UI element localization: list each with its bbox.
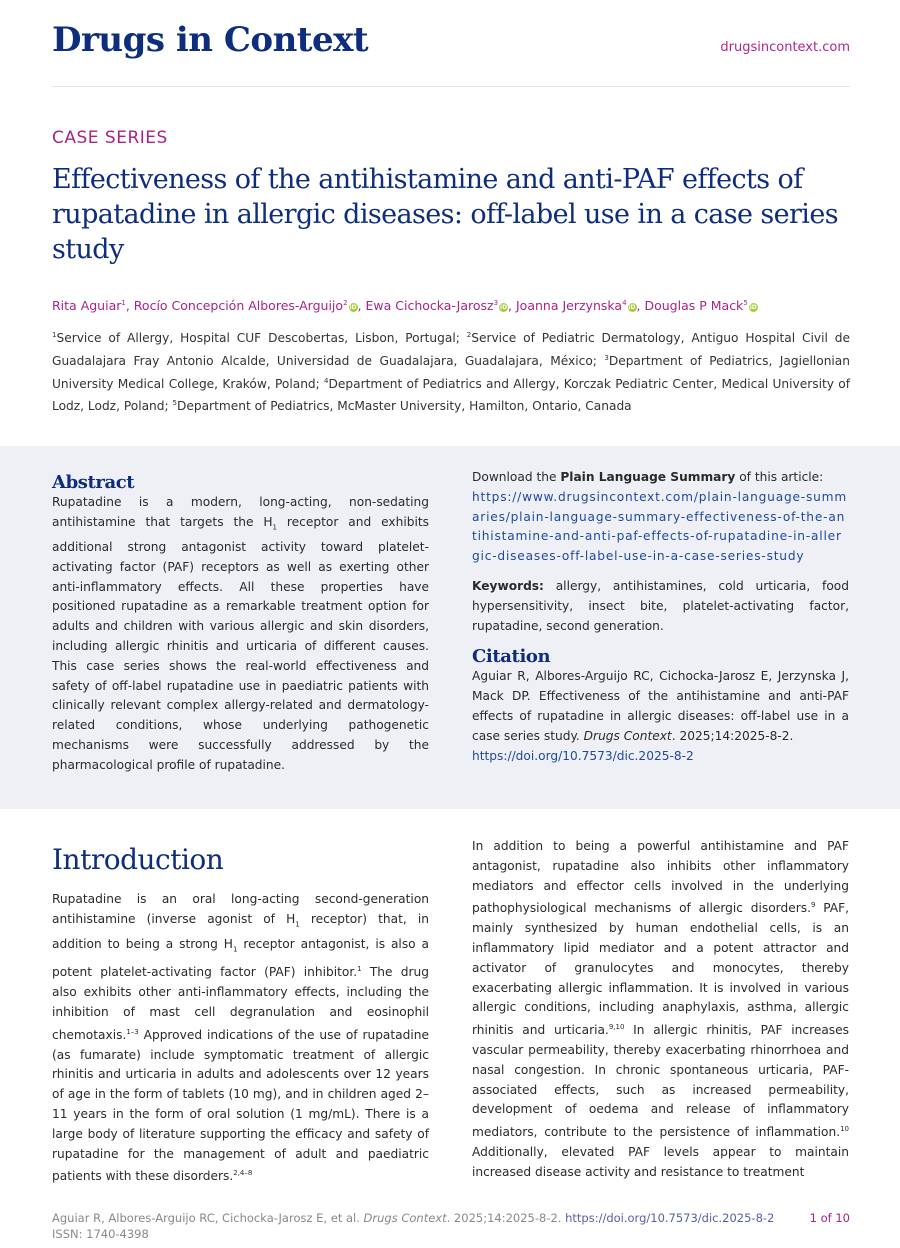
author-affiliation-marker: 3 (493, 298, 499, 307)
affiliation-text: Department of Pediatrics, McMaster University, Hamilton, Ontario, Canada (176, 399, 632, 414)
author-affiliation-marker: 2 (343, 298, 348, 307)
page-footer (52, 1210, 850, 1242)
orcid-icon[interactable]: iD (349, 304, 357, 311)
abstract-text: Rupatadine is a modern, long-acting, non-sedating antihistamine that targets the $H_1$ receptor and exhibits additional strong antagonist activity toward platelet-activating factor (PAF) receptors as well as exerting other anti-inflammatory effects. All these properties have positioned rupatadine as a remarkable treatment option for adults and children with various allergic and skin disorders, including allergic rhinitis and urticaria of different causes. This case series shows the real-world effectiveness and safety of off-label rupatadine use in paediatric patients with clinically relevant complex allergy-related and dermatology-related conditions, whose underlying pathogenetic mechanisms were successfully addressed by the pharmacological profile of rupatadine. (52, 495, 429, 772)
abstract-heading: Abstract (52, 472, 135, 493)
author-affiliation-marker: 4 (622, 298, 627, 307)
keywords: Keywords: allergy, antihistamines, cold urticaria, food hypersensitivity, insect bite, platelet-activating factor, rupatadine, second generation. (472, 578, 849, 633)
page-number: 1 of 10 (809, 1211, 850, 1225)
affiliation-text: Service of Pediatric Dermatology, Antiguo Hospital Civil de Guadalajara Fray Antonio Alcalde, Universidad de Guadalajara, Guadalajara, México; (52, 331, 850, 368)
footer-doi-link[interactable]: https://doi.org/10.7573/dic.2025-8-2 (565, 1211, 775, 1225)
citation-text: Aguiar R, Albores-Arguijo RC, Cichocka-Jarosz E, Jerzynska J, Mack DP. Effectiveness of the antihistamine and anti-PAF effects of rupatadine in allergic diseases: off-label use in a case series study. Drugs Context. 2025;14:2025-8-2. https://doi.org/10.7573/dic.2025-8-2 (472, 669, 849, 763)
affiliation-marker: 5 (172, 399, 177, 408)
orcid-icon[interactable]: iD (749, 304, 757, 311)
orcid-icon[interactable]: iD (500, 304, 508, 311)
journal-logo: Drugs in Context (52, 20, 369, 60)
author-list: Rita Aguiar$^1$, Rocío Concepción Albores-Arguijo$^2$iD, Ewa Cichocka-Jarosz$^3$iD, Joanna Jerzynska$^4$iD, Douglas P Mack$^5$iD (52, 298, 757, 313)
affiliation-marker: 2 (466, 331, 472, 339)
footer-issn: ISSN: 1740-4398 (52, 1227, 149, 1241)
introduction-paragraph: Rupatadine is an oral long-acting second-generation antihistamine (inverse agonist of $H_1$ receptor) that, in addition to being a strong $H_1$ receptor antagonist, is also a potent platelet-activating factor (PAF) inhibitor.$^1$ The drug also exhibits other anti-inflammatory effects, including the inhibition of mast cell degranulation and eosinophil chemotaxis.$^{1-3}$ Approved indications of the use of rupatadine (as fumarate) include symptomatic treatment of allergic rhinitis and urticaria in adults and adolescents over 12 years of age in the form of tablets (10 mg), and in children aged 2–11 years in the form of oral solution (1 mg/mL). There is a large body of literature supporting the efficacy and safety of rupatadine for the management of adult and paediatric patients with these disorders.$^{2,4-8}$ (52, 892, 429, 1184)
affiliations (52, 326, 850, 417)
affiliation-text: Service of Allergy, Hospital CUF Descobertas, Lisbon, Portugal; (56, 331, 467, 346)
affiliation-text: Department of Pediatrics, Jagiellonian University Medical College, Kraków, Poland; (52, 353, 850, 391)
introduction-heading: Introduction (52, 843, 224, 876)
article-type: CASE SERIES (52, 128, 168, 148)
affiliation-marker: 4 (324, 376, 329, 385)
introduction-right-column (472, 837, 849, 1183)
affiliation-marker: 1 (52, 331, 57, 339)
footer-citation: Aguiar R, Albores-Arguijo RC, Cichocka-Jarosz E, et al. Drugs Context. 2025;14:2025-8-2. https://doi.org/10.7573/dic.2025-8-2 (52, 1211, 775, 1225)
introduction-left-column (52, 843, 429, 1187)
plain-language-summary-link[interactable]: https://www.drugsincontext.com/plain-language-summaries/plain-language-summary-effectiveness-of-the-antihistamine-and-anti-paf-effects-of-rupatadine-in-allergic-diseases-off-label-use-in-a-case-series-study (472, 489, 848, 564)
author-affiliation-marker: 5 (743, 298, 748, 307)
page-header (52, 18, 850, 87)
article-title: Effectiveness of the antihistamine and anti-PAF effects of rupatadine in allergic diseases: off-label use in a case series study (52, 164, 838, 265)
affiliation-marker: 3 (604, 353, 609, 362)
citation-doi-link[interactable]: https://doi.org/10.7573/dic.2025-8-2 (472, 748, 694, 763)
author-name: Rocío Concepción Albores-Arguijo (133, 298, 344, 313)
introduction-paragraph-continued: In addition to being a powerful antihistamine and PAF antagonist, rupatadine also inhibits other inflammatory mediators and effector cells involved in the underlying pathophysiological mechanisms of allergic disorders.$^9$ PAF, mainly synthesized by human endothelial cells, is an inflammatory lipid mediator and a potent attractor and activator of granulocytes and monocytes, thereby exacerbating allergic inflammation. It is involved in various allergic conditions, including anaphylaxis, asthma, allergic rhinitis and urticaria.$^{9,10}$ In allergic rhinitis, PAF increases vascular permeability, thereby exacerbating rhinorrhoea and nasal congestion. In chronic spontaneous urticaria, PAF-associated effects, such as increased permeability, development of oedema and release of inflammatory mediators, contribute to the persistence of inflammation.$^{10}$ Additionally, elevated PAF levels appear to maintain increased disease activity and resistance to treatment (472, 839, 849, 1179)
author-name: Rita Aguiar (52, 298, 122, 313)
author-affiliation-marker: 1 (121, 298, 126, 307)
author-name: Ewa Cichocka-Jarosz (365, 298, 494, 313)
abstract-column (52, 472, 429, 776)
affiliation-text: Department of Pediatrics and Allergy, Korczak Pediatric Center, Medical University of Lodz, Lodz, Poland; (52, 376, 850, 414)
journal-site-link[interactable]: drugsincontext.com (720, 40, 850, 55)
author-name: Douglas P Mack (644, 298, 744, 313)
abstract-side-column (472, 468, 849, 766)
plain-language-summary: Download the Plain Language Summary of this article: https://www.drugsincontext.com/plain-language-summaries/plain-language-summary-effectiveness-of-the-antihistamine-and-anti-paf-effects-of-rupatadine-in-allergic-diseases-off-label-use-in-a-case-series-study (472, 470, 848, 564)
author-name: Joanna Jerzynska (516, 298, 623, 313)
citation-heading: Citation (472, 646, 551, 668)
orcid-icon[interactable]: iD (628, 304, 636, 311)
abstract-panel (0, 446, 900, 809)
